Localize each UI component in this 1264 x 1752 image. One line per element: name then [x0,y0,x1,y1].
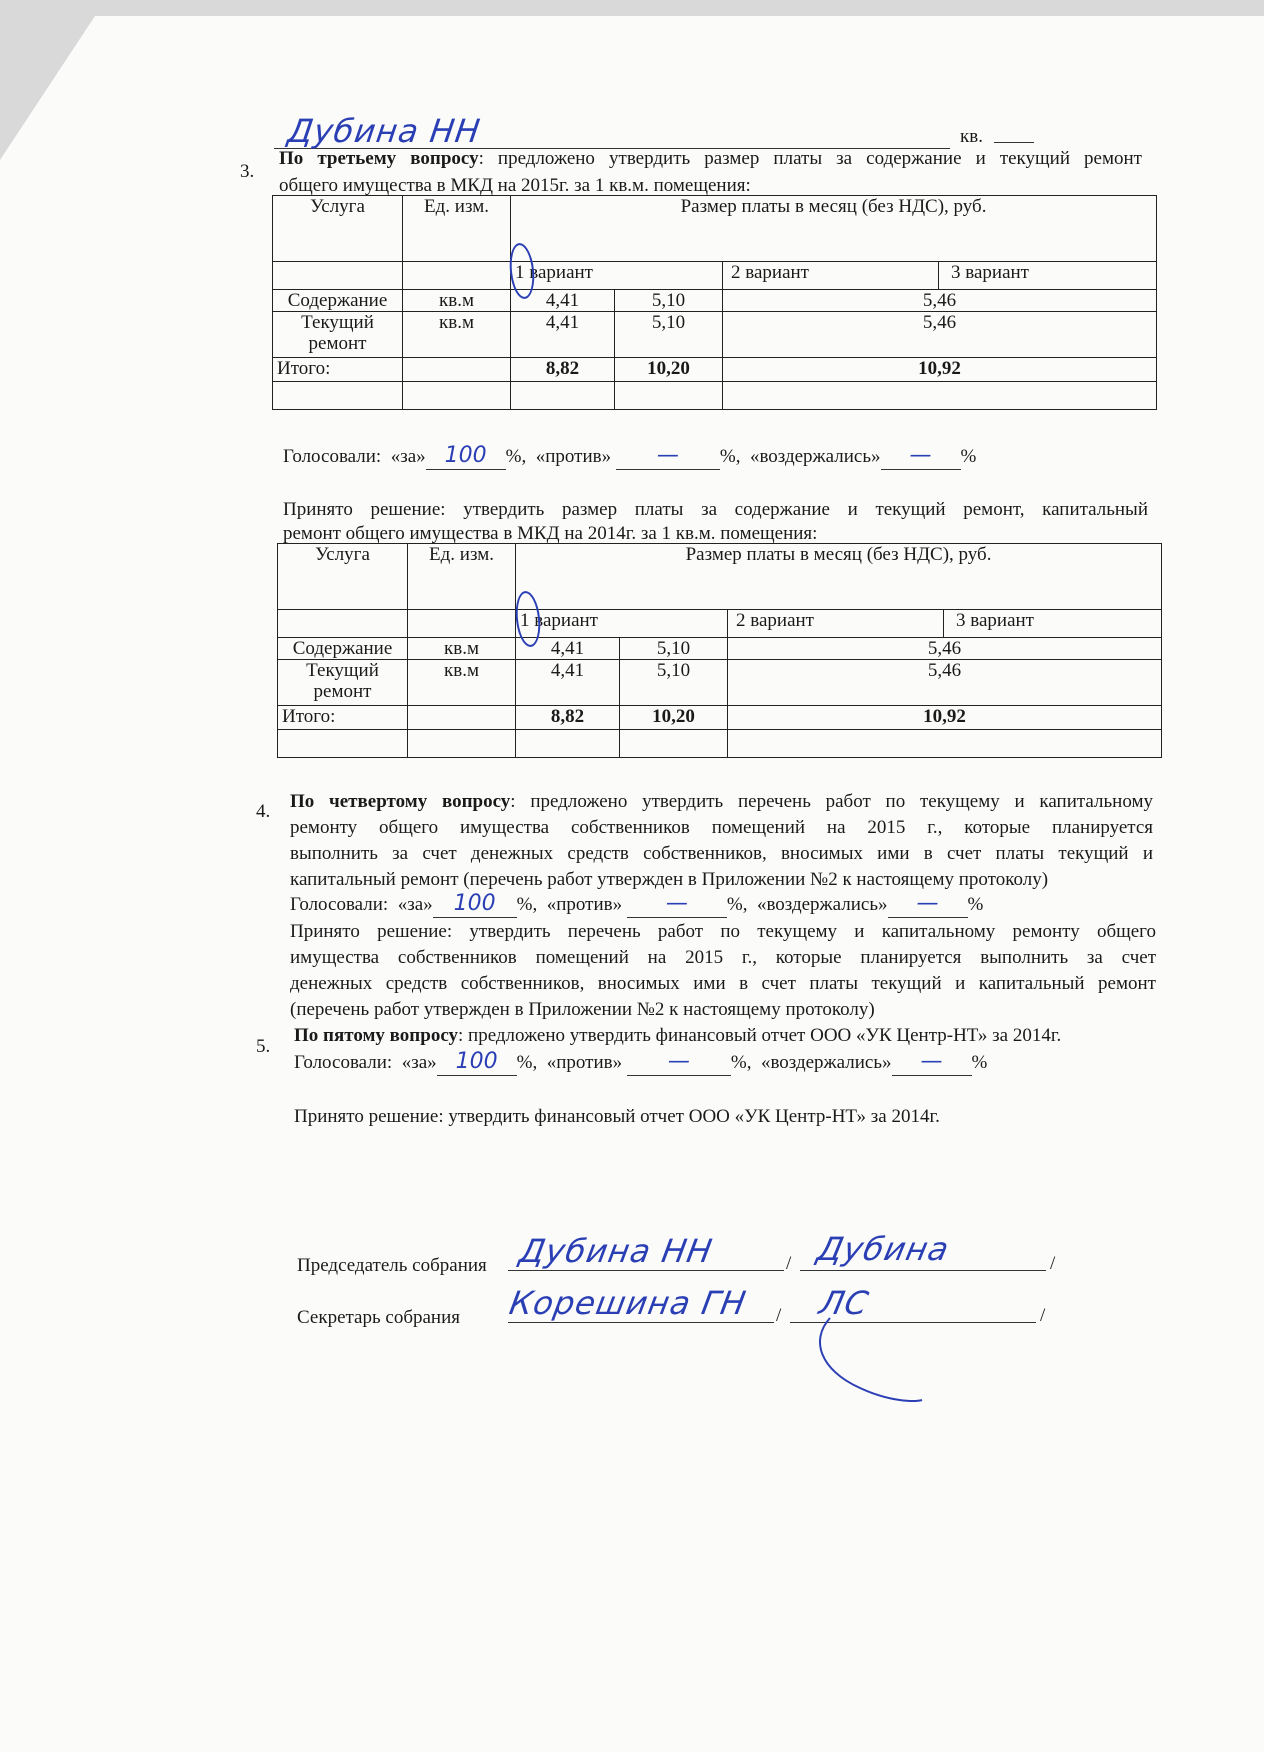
row-total-v3: 10,92 [723,358,1157,382]
pct-sign: % [967,894,984,915]
secretary-slash: / [776,1305,782,1326]
pct-sign: % [505,446,522,467]
pct-sign: % [719,446,736,467]
row-repair-v3: 5,46 [728,660,1162,706]
q5-decision: Принято решение: утвердить финансовый отчет ООО «УК Центр-НТ» за 2014г. [294,1106,940,1127]
blank-cell [728,730,1162,758]
vote-za-field [437,1050,517,1076]
th-fee: Размер платы в месяц (без НДС), руб. [516,544,1162,610]
q5-line1 [294,1024,1061,1048]
row-maintenance-service: Содержание [278,638,408,660]
vote-protiv-field [627,1050,731,1076]
blank-cell [723,382,1157,410]
row-total-label: Итого: [273,358,403,382]
signature-tail-stroke [800,1310,940,1410]
row-repair-line2: ремонт [313,681,372,702]
row-maintenance-v2: 5,10 [615,290,723,312]
row-repair-line1: Текущий [301,312,374,333]
vote-vozd-value: — [916,891,939,916]
chair-slash: / [786,1253,792,1274]
row-repair-unit: кв.м [408,660,516,706]
q4-line4: капитальный ремонт (перечень работ утвержден в Приложении №2 к настоящему протоколу) [290,869,1049,890]
variant-3-label: 3 вариант [951,262,1029,283]
row-maintenance-v1: 4,41 [516,638,620,660]
row-repair-v2: 5,10 [620,660,728,706]
q4-number: 4. [256,801,271,822]
vote-vozd-field [881,444,961,470]
vote-za-field [426,444,506,470]
row-maintenance-v3: 5,46 [728,638,1162,660]
th-service: Услуга [278,544,408,610]
blank-cell [403,382,511,410]
variant-2-header [723,262,939,290]
blank-cell [516,730,620,758]
pct-sign: % [730,1052,747,1073]
blank-cell [408,610,516,638]
decision3-line1: Принято решение: утвердить размер платы за содержание и текущий ремонт, капитальный [283,499,1148,520]
vote-q5: Голосовали: «за» 100 %, «против» — %, «воздержались» — % [294,1049,988,1074]
vote-vozd-label: «воздержались» [760,1052,892,1073]
owner-name-handwritten: Дубина НН [285,112,483,150]
row-maintenance-v1: 4,41 [511,290,615,312]
variant-1-header [511,262,723,290]
q5-line1-rest: : предложено утвердить финансовый отчет ООО «УК Центр-НТ» за 2014г. [458,1025,1062,1046]
vote-protiv-field [616,444,720,470]
row-repair-v3: 5,46 [723,312,1157,358]
row-total-v2: 10,20 [615,358,723,382]
row-repair-line1: Текущий [306,660,379,681]
chair-sign-line [800,1270,1046,1271]
blank-cell [273,262,403,290]
q4-line3: выполнить за счет денежных средств собственников, вносимых ими в счет платы текущий и [290,843,1153,864]
q4-decision-line1: Принято решение: утвердить перечень работ по текущему и капитальному ремонту общего [290,921,1156,942]
vote-za-label: «за» [401,1052,437,1073]
chair-slash-end: / [1050,1253,1056,1274]
vote-protiv-label: «против» [535,446,612,467]
variant-1-label: 1 вариант [515,262,593,283]
row-total-v3: 10,92 [728,706,1162,730]
variant-1-label: 1 вариант [520,610,598,631]
blank-cell [511,382,615,410]
variant-3-header [944,610,1162,638]
secretary-label: Секретарь собрания [297,1307,460,1328]
fee-table-2015 [272,195,1157,410]
chair-label: Председатель собрания [297,1255,487,1276]
q4-decision-line2: имущества собственников помещений на 2015 г., которые планируется выполнить за счет [290,947,1156,968]
row-repair-unit: кв.м [403,312,511,358]
q3-number: 3. [240,161,255,182]
vote-label: Голосовали: [294,1052,393,1073]
q4-line1-rest: : предложено утвердить перечень работ по текущему и капитальному [510,791,1153,812]
q4-decision-line3: денежных средств собственников, вносимых ими в счет платы текущий и капитальный ремонт [290,973,1156,994]
blank-cell [403,262,511,290]
vote-protiv-value: — [665,891,688,916]
row-maintenance-v2: 5,10 [620,638,728,660]
pct-sign: % [516,894,533,915]
fee-table-2014 [277,543,1162,758]
q4-lead: По четвертому вопросу [290,791,511,812]
q5-number: 5. [256,1036,271,1057]
row-repair-v2: 5,10 [615,312,723,358]
variant-3-label: 3 вариант [956,610,1034,631]
vote-protiv-label: «против» [546,1052,623,1073]
vote-protiv-value: — [667,1049,690,1074]
vote-vozd-label: «воздержались» [756,894,888,915]
row-repair-service [278,660,408,706]
pct-sign: % [960,446,977,467]
apartment-label: кв. [960,126,983,147]
variant-2-label: 2 вариант [736,610,814,631]
pct-sign: % [516,1052,533,1073]
row-total-v1: 8,82 [511,358,615,382]
vote-vozd-value: — [909,443,932,468]
th-fee: Размер платы в месяц (без НДС), руб. [511,196,1157,262]
blank-cell [273,382,403,410]
row-total-v2: 10,20 [620,706,728,730]
row-repair-service [273,312,403,358]
vote-vozd-value: — [920,1049,943,1074]
blank-cell [615,382,723,410]
vote-q3: Голосовали: «за» 100 %, «против» — %, «воздержались» — % [283,443,977,468]
vote-za-value: 100 [444,443,487,468]
row-maintenance-service: Содержание [273,290,403,312]
chair-signature: Дубина [813,1230,954,1268]
vote-za-field [433,892,517,918]
vote-za-label: «за» [390,446,426,467]
th-service: Услуга [273,196,403,262]
row-repair-line2: ремонт [308,333,367,354]
q4-line2: ремонту общего имущества собственников помещений на 2015 г., которые планируется [290,817,1153,838]
variant-1-header [516,610,728,638]
row-maintenance-unit: кв.м [408,638,516,660]
q4-decision-line4: (перечень работ утвержден в Приложении №2 к настоящему протоколу) [290,999,875,1020]
row-maintenance-v3: 5,46 [723,290,1157,312]
vote-za-value: 100 [455,1049,498,1074]
row-maintenance-unit: кв.м [403,290,511,312]
row-total-label: Итого: [278,706,408,730]
apartment-line [994,142,1034,143]
chair-name-handwritten: Дубина НН [516,1232,716,1270]
blank-cell [408,706,516,730]
row-total-v1: 8,82 [516,706,620,730]
blank-cell [620,730,728,758]
blank-cell [403,358,511,382]
chair-name-line [508,1270,784,1271]
vote-vozd-field [892,1050,972,1076]
vote-za-label: «за» [397,894,433,915]
vote-vozd-field [888,892,968,918]
variant-2-header [728,610,944,638]
vote-label: Голосовали: [290,894,389,915]
th-unit: Ед. изм. [403,196,511,262]
vote-label: Голосовали: [283,446,382,467]
row-repair-v1: 4,41 [511,312,615,358]
vote-za-value: 100 [453,891,496,916]
blank-cell [278,610,408,638]
q3-lead: По третьему вопросу [279,148,479,169]
row-repair-v1: 4,41 [516,660,620,706]
secretary-signature: ЛС [815,1284,873,1322]
q3-line1-rest: : предложено утвердить размер платы за содержание и текущий ремонт [478,148,1142,169]
pct-sign: % [971,1052,988,1073]
vote-protiv-field [627,892,727,918]
q5-lead: По пятому вопросу [294,1025,458,1046]
secretary-slash-end: / [1040,1305,1046,1326]
secretary-name-handwritten: Корешина ГН [506,1284,750,1322]
variant-2-label: 2 вариант [731,262,809,283]
variant-3-header [939,262,1157,290]
pct-sign: % [726,894,743,915]
vote-q4: Голосовали: «за» 100 %, «против» — %, «воздержались» — % [290,891,984,916]
q3-line1 [279,147,1142,171]
vote-vozd-label: «воздержались» [749,446,881,467]
q4-line1 [290,790,1153,814]
vote-protiv-label: «против» [546,894,623,915]
th-unit: Ед. изм. [408,544,516,610]
decision3-line2: ремонт общего имущества в МКД на 2014г. за 1 кв.м. помещения: [283,523,818,544]
blank-cell [408,730,516,758]
blank-cell [278,730,408,758]
q3-line2: общего имущества в МКД на 2015г. за 1 кв.м. помещения: [279,175,751,196]
vote-protiv-value: — [656,443,679,468]
secretary-name-line [508,1322,774,1323]
